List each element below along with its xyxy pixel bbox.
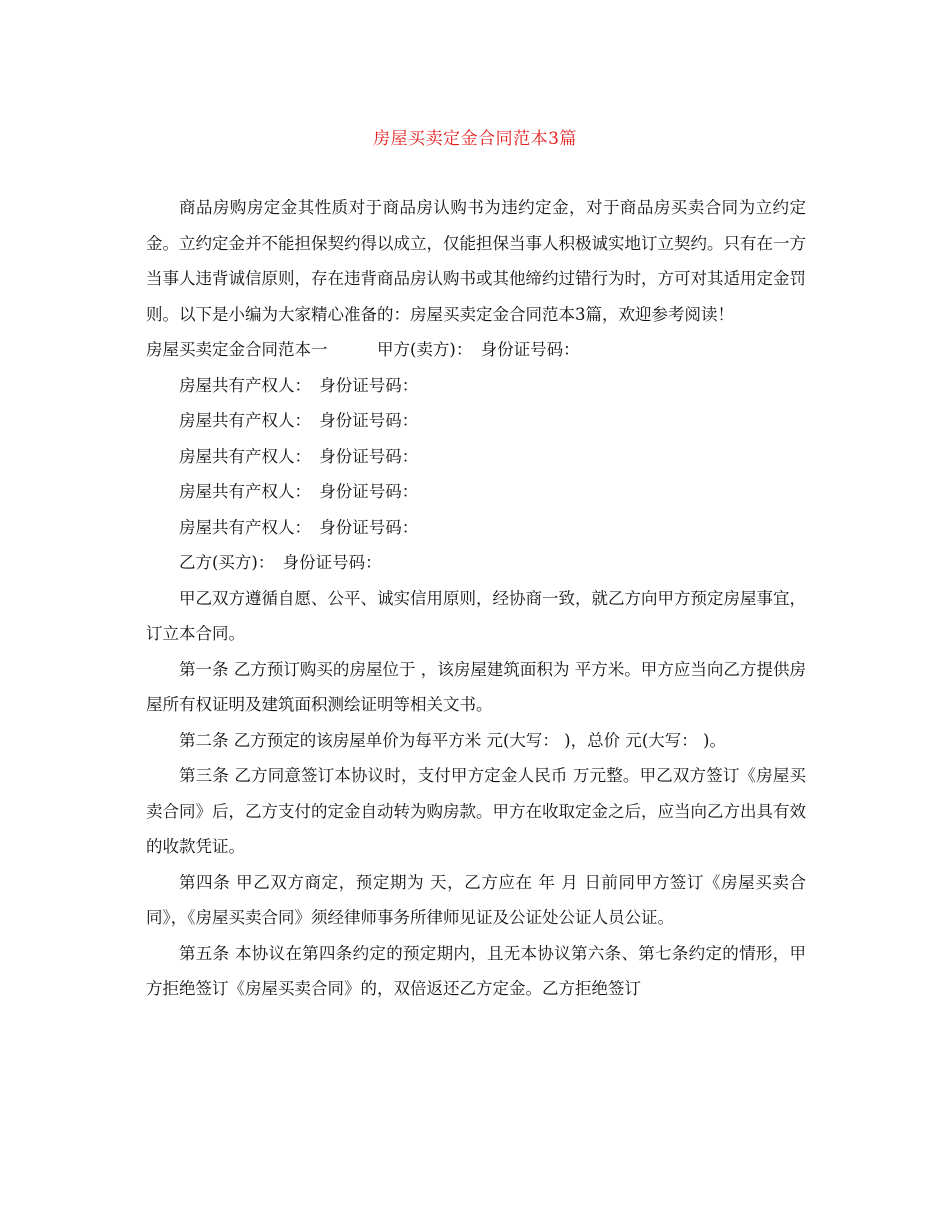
- co-owner-line: 房屋共有产权人： 身份证号码：: [179, 411, 419, 430]
- buyer-line: 乙方(买方)： 身份证号码：: [179, 553, 382, 572]
- co-owner-line: 房屋共有产权人： 身份证号码：: [179, 446, 419, 466]
- article-3-paragraph: 第三条 乙方同意签订本协议时，支付甲方定金人民币 万元整。甲乙双方签订《房屋买卖合同》后，乙方支付的定金自动转为购房款。甲方在收取定金之后，应当向乙方出具有效的收款凭证。: [146, 766, 806, 856]
- document-body: [146, 190, 806, 1007]
- co-owner-line: 房屋共有产权人： 身份证号码：: [179, 482, 419, 501]
- co-owner-line: 房屋共有产权人： 身份证号码：: [179, 517, 419, 537]
- article-2-paragraph: 第二条 乙方预定的该房屋单价为每平方米 元(大写： )，总价 元(大写： )。: [179, 730, 726, 750]
- preamble-paragraph: 甲乙双方遵循自愿、公平、诚实信用原则，经协商一致，就乙方向甲方预定房屋事宜，订立本合同。: [146, 588, 806, 643]
- intro-paragraph: 商品房购房定金其性质对于商品房认购书为违约定金，对于商品房买卖合同为立约定金。立约定金并不能担保契约得以成立，仅能担保当事人积极诚实地订立契约。只有在一方当事人违背诚信原则，存在违背商品房认购书或其他缔约过错行为时，方可对其适用定金罚则。以下是小编为大家精心准备的：房屋买卖定金合同范本3篇，欢迎参考阅读！: [146, 198, 806, 324]
- co-owner-line: 房屋共有产权人： 身份证号码：: [179, 375, 419, 395]
- document-title: 房屋买卖定金合同范本3篇: [373, 129, 577, 149]
- article-5-paragraph: 第五条 本协议在第四条约定的预定期内，且无本协议第六条、第七条约定的情形，甲方拒绝签订《房屋买卖合同》的，双倍返还乙方定金。乙方拒绝签订: [146, 943, 806, 998]
- article-4-paragraph: 第四条 甲乙双方商定，预定期为 天，乙方应在 年 月 日前同甲方签订《房屋买卖合同》，《房屋买卖合同》须经律师事务所律师见证及公证处公证人员公证。: [146, 872, 806, 927]
- contract-heading-line: 房屋买卖定金合同范本一 甲方(卖方)： 身份证号码：: [146, 340, 580, 359]
- article-1-paragraph: 第一条 乙方预订购买的房屋位于 ，该房屋建筑面积为 平方米。甲方应当向乙方提供房屋所有权证明及建筑面积测绘证明等相关文书。: [146, 659, 806, 714]
